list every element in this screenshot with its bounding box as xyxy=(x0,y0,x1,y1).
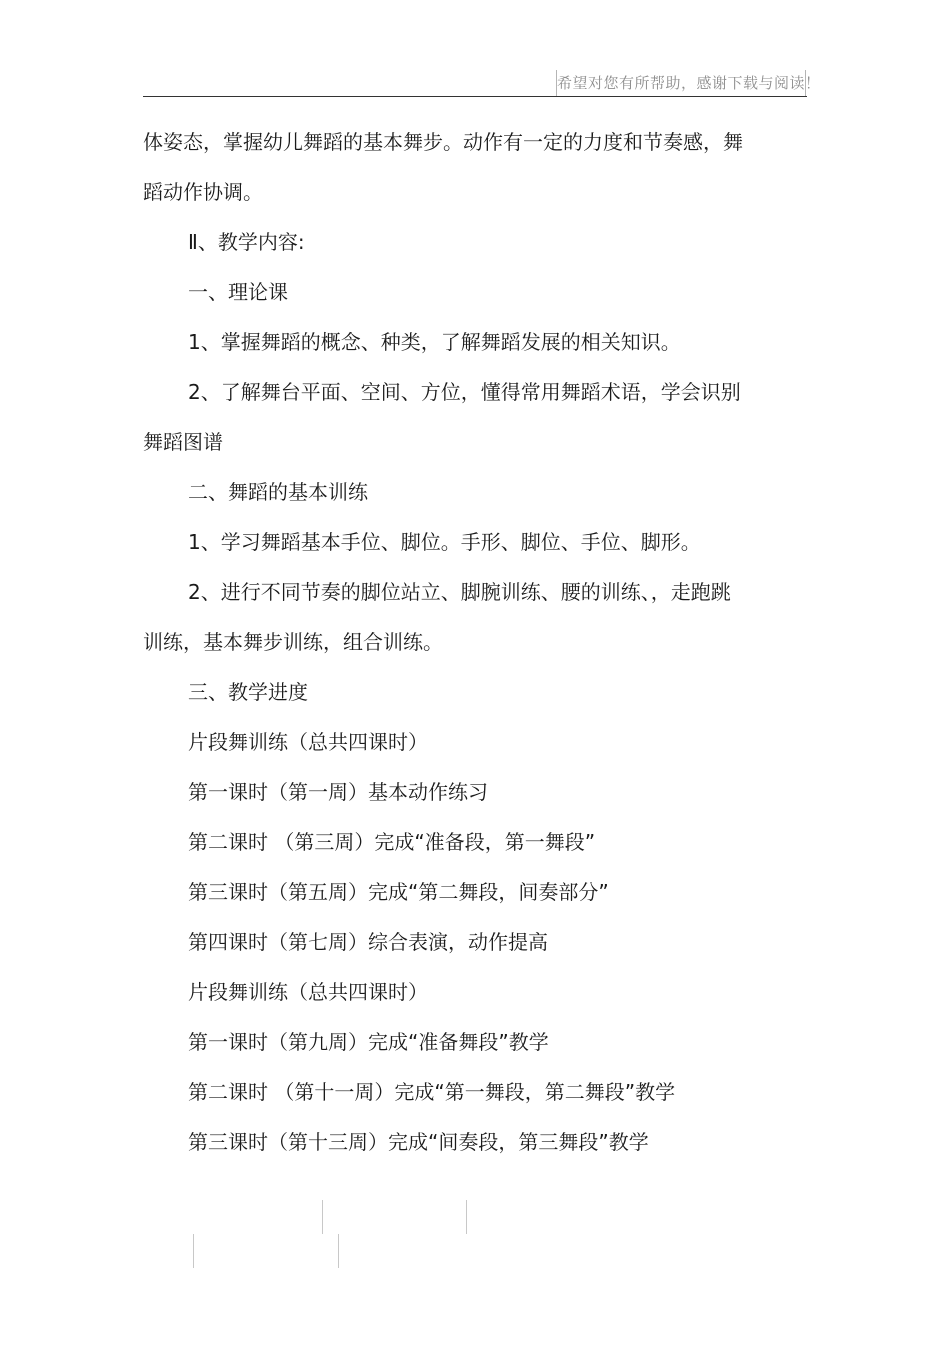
schedule-item: 第一课时（第一周）基本动作练习 xyxy=(188,780,488,804)
section-heading: Ⅱ、教学内容: xyxy=(188,230,305,254)
section-heading: 一、理论课 xyxy=(188,280,288,304)
page-body xyxy=(143,117,783,1167)
schedule-item: 第三课时（第五周）完成“第二舞段，间奏部分” xyxy=(188,880,609,904)
body-line: 2、进行不同节奏的脚位站立、脚腕训练、腰的训练、，走跑跳 xyxy=(188,580,731,604)
body-line: 1、学习舞蹈基本手位、脚位。手形、脚位、手位、脚形。 xyxy=(188,530,701,554)
schedule-item: 第二课时 （第十一周）完成“第一舞段，第二舞段”教学 xyxy=(188,1080,676,1104)
table-border-fragment xyxy=(466,1200,467,1234)
schedule-item: 第一课时（第九周）完成“准备舞段”教学 xyxy=(188,1030,549,1054)
schedule-heading: 片段舞训练（总共四课时） xyxy=(188,980,428,1004)
body-line: 1、掌握舞蹈的概念、种类，了解舞蹈发展的相关知识。 xyxy=(188,330,681,354)
body-line: 舞蹈图谱 xyxy=(143,430,223,454)
body-line: 蹈动作协调。 xyxy=(143,180,263,204)
schedule-item: 第四课时（第七周）综合表演，动作提高 xyxy=(188,930,548,954)
header-rule xyxy=(143,96,807,97)
body-line: 训练，基本舞步训练，组合训练。 xyxy=(143,630,443,654)
schedule-heading: 片段舞训练（总共四课时） xyxy=(188,730,428,754)
section-heading: 二、舞蹈的基本训练 xyxy=(188,480,368,504)
body-line: 2、了解舞台平面、空间、方位，懂得常用舞蹈术语，学会识别 xyxy=(188,380,741,404)
body-line: 体姿态，掌握幼儿舞蹈的基本舞步。动作有一定的力度和节奏感，舞 xyxy=(143,130,743,154)
section-heading: 三、教学进度 xyxy=(188,680,308,704)
schedule-item: 第二课时 （第三周）完成“准备段，第一舞段” xyxy=(188,830,596,854)
schedule-item: 第三课时（第十三周）完成“间奏段，第三舞段”教学 xyxy=(188,1130,649,1154)
table-border-fragment xyxy=(193,1234,194,1268)
table-border-fragment xyxy=(338,1234,339,1268)
table-border-fragment xyxy=(322,1200,323,1234)
header-note: 希望对您有所帮助，感谢下载与阅读！ xyxy=(556,70,806,96)
